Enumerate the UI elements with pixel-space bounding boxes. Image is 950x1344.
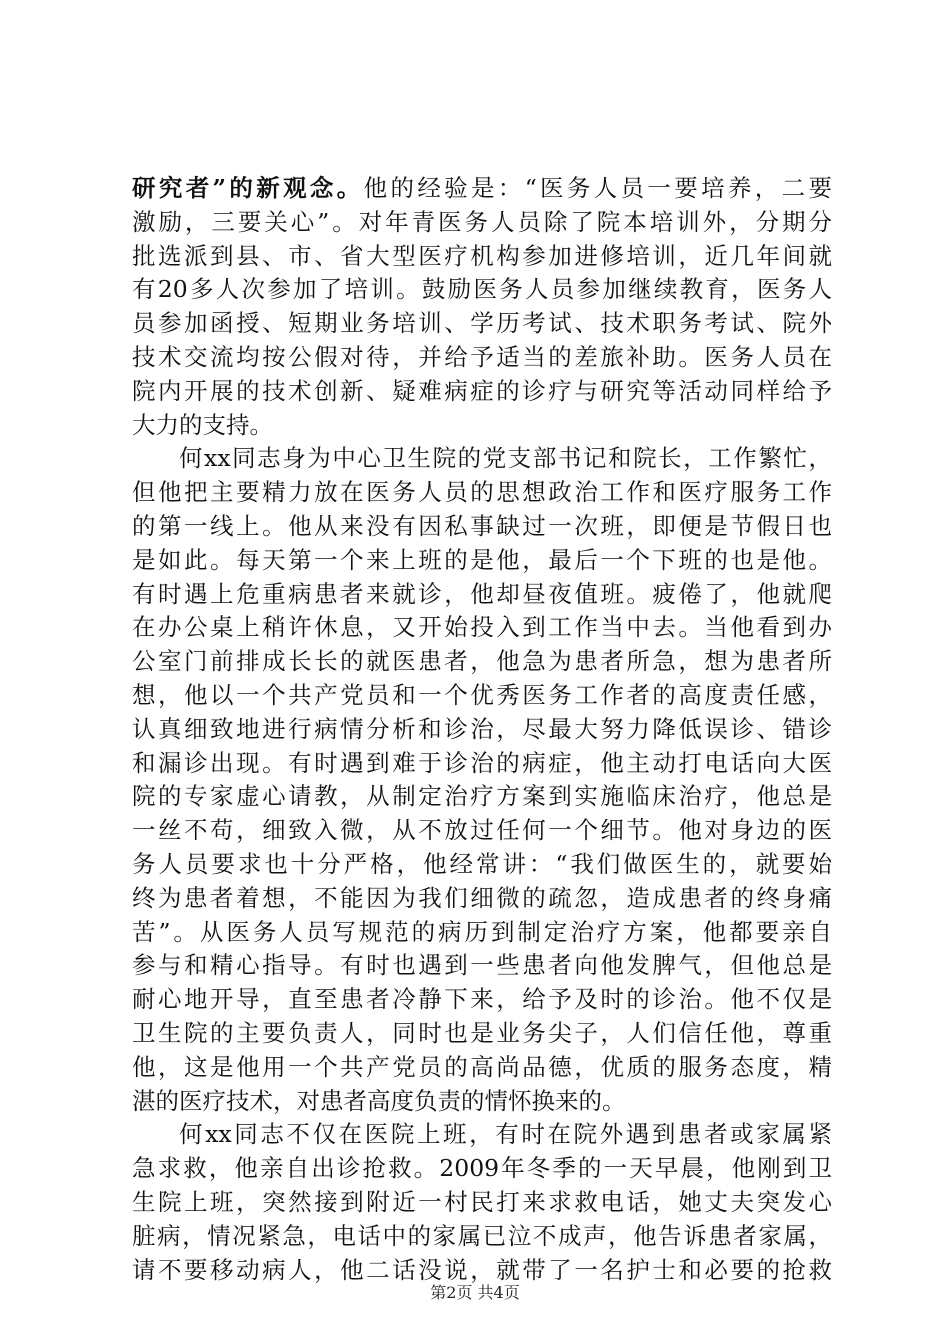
line-rest: 他的经验是：“医务人员一要培养，二要 — [363, 174, 832, 202]
text-line: 湛的医疗技术，对患者高度负责的情怀换来的。 — [132, 1086, 626, 1115]
text-line: 务人员要求也十分严格，他经常讲：“我们做医生的，就要始 — [132, 849, 832, 878]
text-line: 公室门前排成长长的就医患者，他急为患者所急，想为患者所 — [132, 647, 832, 676]
text-line: 院内开展的技术创新、疑难病症的诊疗与研究等活动同样给予 — [132, 376, 832, 405]
text-line: 员参加函授、短期业务培训、学历考试、技术职务考试、院外 — [132, 309, 832, 338]
text-line: 大力的支持。 — [132, 410, 273, 439]
text-line: 但他把主要精力放在医务人员的思想政治工作和医疗服务工作 — [132, 478, 832, 507]
text-line: 技术交流均按公假对待，并给予适当的差旅补助。医务人员在 — [132, 342, 832, 371]
text-line: 脏病，情况紧急，电话中的家属已泣不成声，他告诉患者家属， — [132, 1221, 832, 1250]
text-line: 有时遇上危重病患者来就诊，他却昼夜值班。疲倦了，他就爬 — [132, 579, 832, 608]
text-line: 的第一线上。他从来没有因私事缺过一次班，即便是节假日也 — [132, 511, 832, 540]
text-line: 在办公桌上稍许休息，又开始投入到工作当中去。当他看到办 — [132, 613, 832, 642]
page-number-footer: 第2页 共4页 — [430, 1283, 520, 1302]
text-line: 卫生院的主要负责人，同时也是业务尖子，人们信任他，尊重 — [132, 1018, 832, 1047]
text-line: 想，他以一个共产党员和一个优秀医务工作者的高度责任感， — [132, 680, 832, 709]
paragraph-start-line: 何xx同志身为中心卫生院的党支部书记和院长，工作繁忙， — [179, 444, 832, 473]
text-line: 生院上班，突然接到附近一村民打来求救电话，她丈夫突发心 — [132, 1187, 832, 1216]
text-line: 终为患者着想，不能因为我们细微的疏忽，造成患者的终身痛 — [132, 883, 832, 912]
paragraph-start-line: 何xx同志不仅在医院上班，有时在院外遇到患者或家属紧 — [179, 1120, 832, 1149]
text-line: 急求救，他亲自出诊抢救。2009年冬季的一天早晨，他刚到卫 — [132, 1154, 832, 1183]
text-line: 批选派到县、市、省大型医疗机构参加进修培训，近几年间就 — [132, 241, 832, 270]
text-line: 他，这是他用一个共产党员的高尚品德，优质的服务态度，精 — [132, 1052, 832, 1081]
text-line: 和漏诊出现。有时遇到难于诊治的病症，他主动打电话向大医 — [132, 748, 832, 777]
text-line: 苦”。从医务人员写规范的病历到制定治疗方案，他都要亲自 — [132, 917, 832, 946]
text-line: 请不要移动病人，他二话没说，就带了一名护士和必要的抢救 — [132, 1255, 832, 1284]
text-line: 一丝不苟，细致入微，从不放过任何一个细节。他对身边的医 — [132, 816, 832, 845]
text-line — [132, 172, 832, 206]
text-line: 激励，三要关心”。对年青医务人员除了院本培训外，分期分 — [132, 207, 832, 236]
text-line: 参与和精心指导。有时也遇到一些患者向他发脾气，但他总是 — [132, 951, 832, 980]
text-line: 有20多人次参加了培训。鼓励医务人员参加继续教育，医务人 — [132, 275, 832, 304]
text-line: 认真细致地进行病情分析和诊治，尽最大努力降低误诊、错诊 — [132, 714, 832, 743]
text-line: 院的专家虚心请教，从制定治疗方案到实施临床治疗，他总是 — [132, 782, 832, 811]
text-line: 耐心地开导，直至患者冷静下来，给予及时的诊治。他不仅是 — [132, 985, 832, 1014]
bold-phrase: 研究者”的新观念。 — [132, 174, 364, 202]
text-line: 是如此。每天第一个来上班的是他，最后一个下班的也是他。 — [132, 545, 832, 574]
body-text — [132, 172, 832, 1287]
